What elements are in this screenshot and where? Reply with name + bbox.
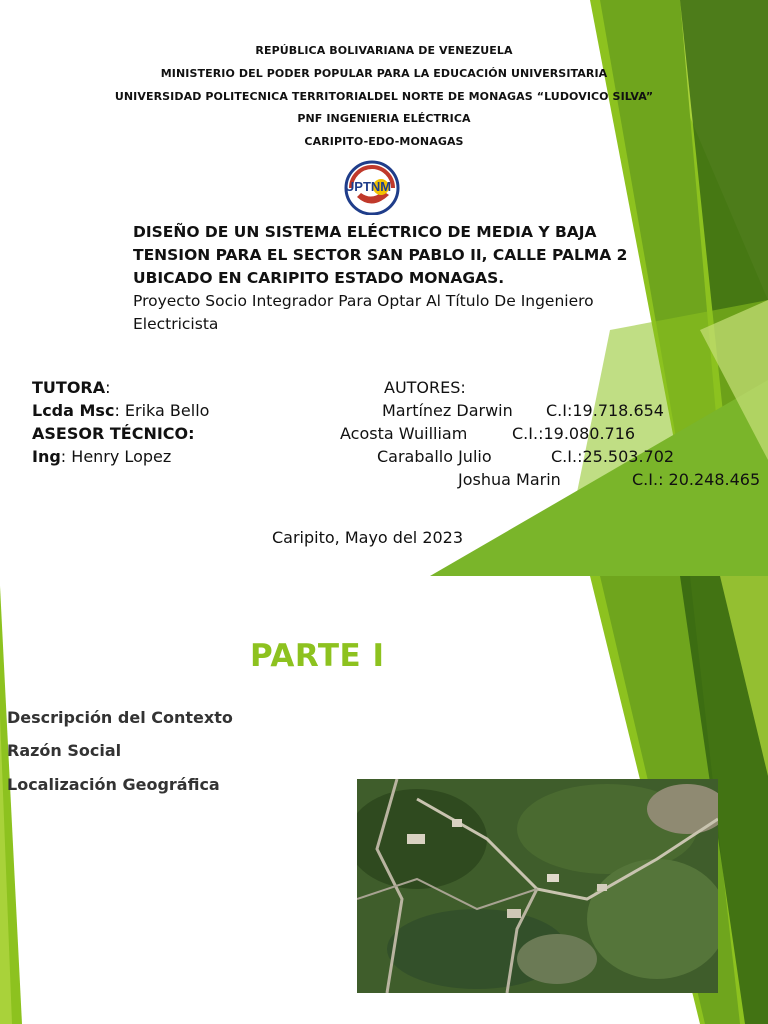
date-place: Caripito, Mayo del 2023 bbox=[272, 528, 464, 547]
tutor-line bbox=[32, 399, 209, 422]
header-line-5: CARIPITO-EDO-MONAGAS bbox=[304, 135, 464, 148]
ingeniero-sep: : bbox=[60, 447, 72, 466]
author-3-ci: C.I.:25.503.702 bbox=[551, 447, 675, 466]
project-title-line-3: UBICADO EN CARIPITO ESTADO MONAGAS. bbox=[133, 269, 505, 287]
item-localizacion: Localización Geográfica bbox=[7, 775, 220, 794]
project-title-line-1: DISEÑO DE UN SISTEMA ELÉCTRICO DE MEDIA Y BAJA bbox=[133, 223, 597, 241]
ingeniero-line bbox=[32, 445, 171, 468]
author-1-name: Martínez Darwin bbox=[382, 401, 513, 420]
tutor-sep: : bbox=[114, 401, 125, 420]
header-line-3: UNIVERSIDAD POLITECNICA TERRITORIALDEL NORTE DE MONAGAS “LUDOVICO SILVA” bbox=[114, 90, 654, 103]
part-one-slide bbox=[0, 576, 768, 1024]
university-logo bbox=[343, 157, 401, 215]
tutor-title: Lcda Msc bbox=[32, 401, 115, 420]
tutor-name: Erika Bello bbox=[124, 401, 210, 420]
aerial-map-image bbox=[357, 779, 718, 993]
author-3-name: Caraballo Julio bbox=[377, 447, 492, 466]
header-line-1: REPÚBLICA BOLIVARIANA DE VENEZUELA bbox=[255, 44, 513, 57]
author-4-ci: C.I.: 20.248.465 bbox=[632, 470, 761, 489]
author-2-ci: C.I.:19.080.716 bbox=[512, 424, 636, 443]
tutora-label-text: TUTORA bbox=[32, 378, 106, 397]
project-subtitle-line-2: Electricista bbox=[133, 315, 219, 333]
tutora-colon: : bbox=[105, 378, 111, 397]
tutora-label bbox=[32, 376, 111, 399]
author-1-ci: C.I:19.718.654 bbox=[546, 401, 664, 420]
item-razon-social: Razón Social bbox=[7, 741, 122, 760]
author-2-name: Acosta Wuilliam bbox=[340, 424, 468, 443]
autores-label: AUTORES: bbox=[384, 378, 466, 397]
project-title-line-2: TENSION PARA EL SECTOR SAN PABLO II, CALLE PALMA 2 bbox=[133, 246, 628, 264]
logo-text: UPTNM bbox=[344, 179, 392, 194]
author-4-name: Joshua Marin bbox=[458, 470, 561, 489]
header-line-4: PNF INGENIERIA ELÉCTRICA bbox=[297, 112, 471, 125]
asesor-label: ASESOR TÉCNICO: bbox=[32, 424, 195, 443]
project-subtitle-line-1: Proyecto Socio Integrador Para Optar Al Título De Ingeniero bbox=[133, 292, 594, 310]
ingeniero-title: Ing bbox=[32, 447, 61, 466]
ingeniero-name: Henry Lopez bbox=[71, 447, 172, 466]
part-heading: PARTE I bbox=[250, 638, 385, 674]
item-descripcion: Descripción del Contexto bbox=[7, 708, 233, 727]
header-line-2: MINISTERIO DEL PODER POPULAR PARA LA EDUCACIÓN UNIVERSITARIA bbox=[160, 67, 608, 80]
